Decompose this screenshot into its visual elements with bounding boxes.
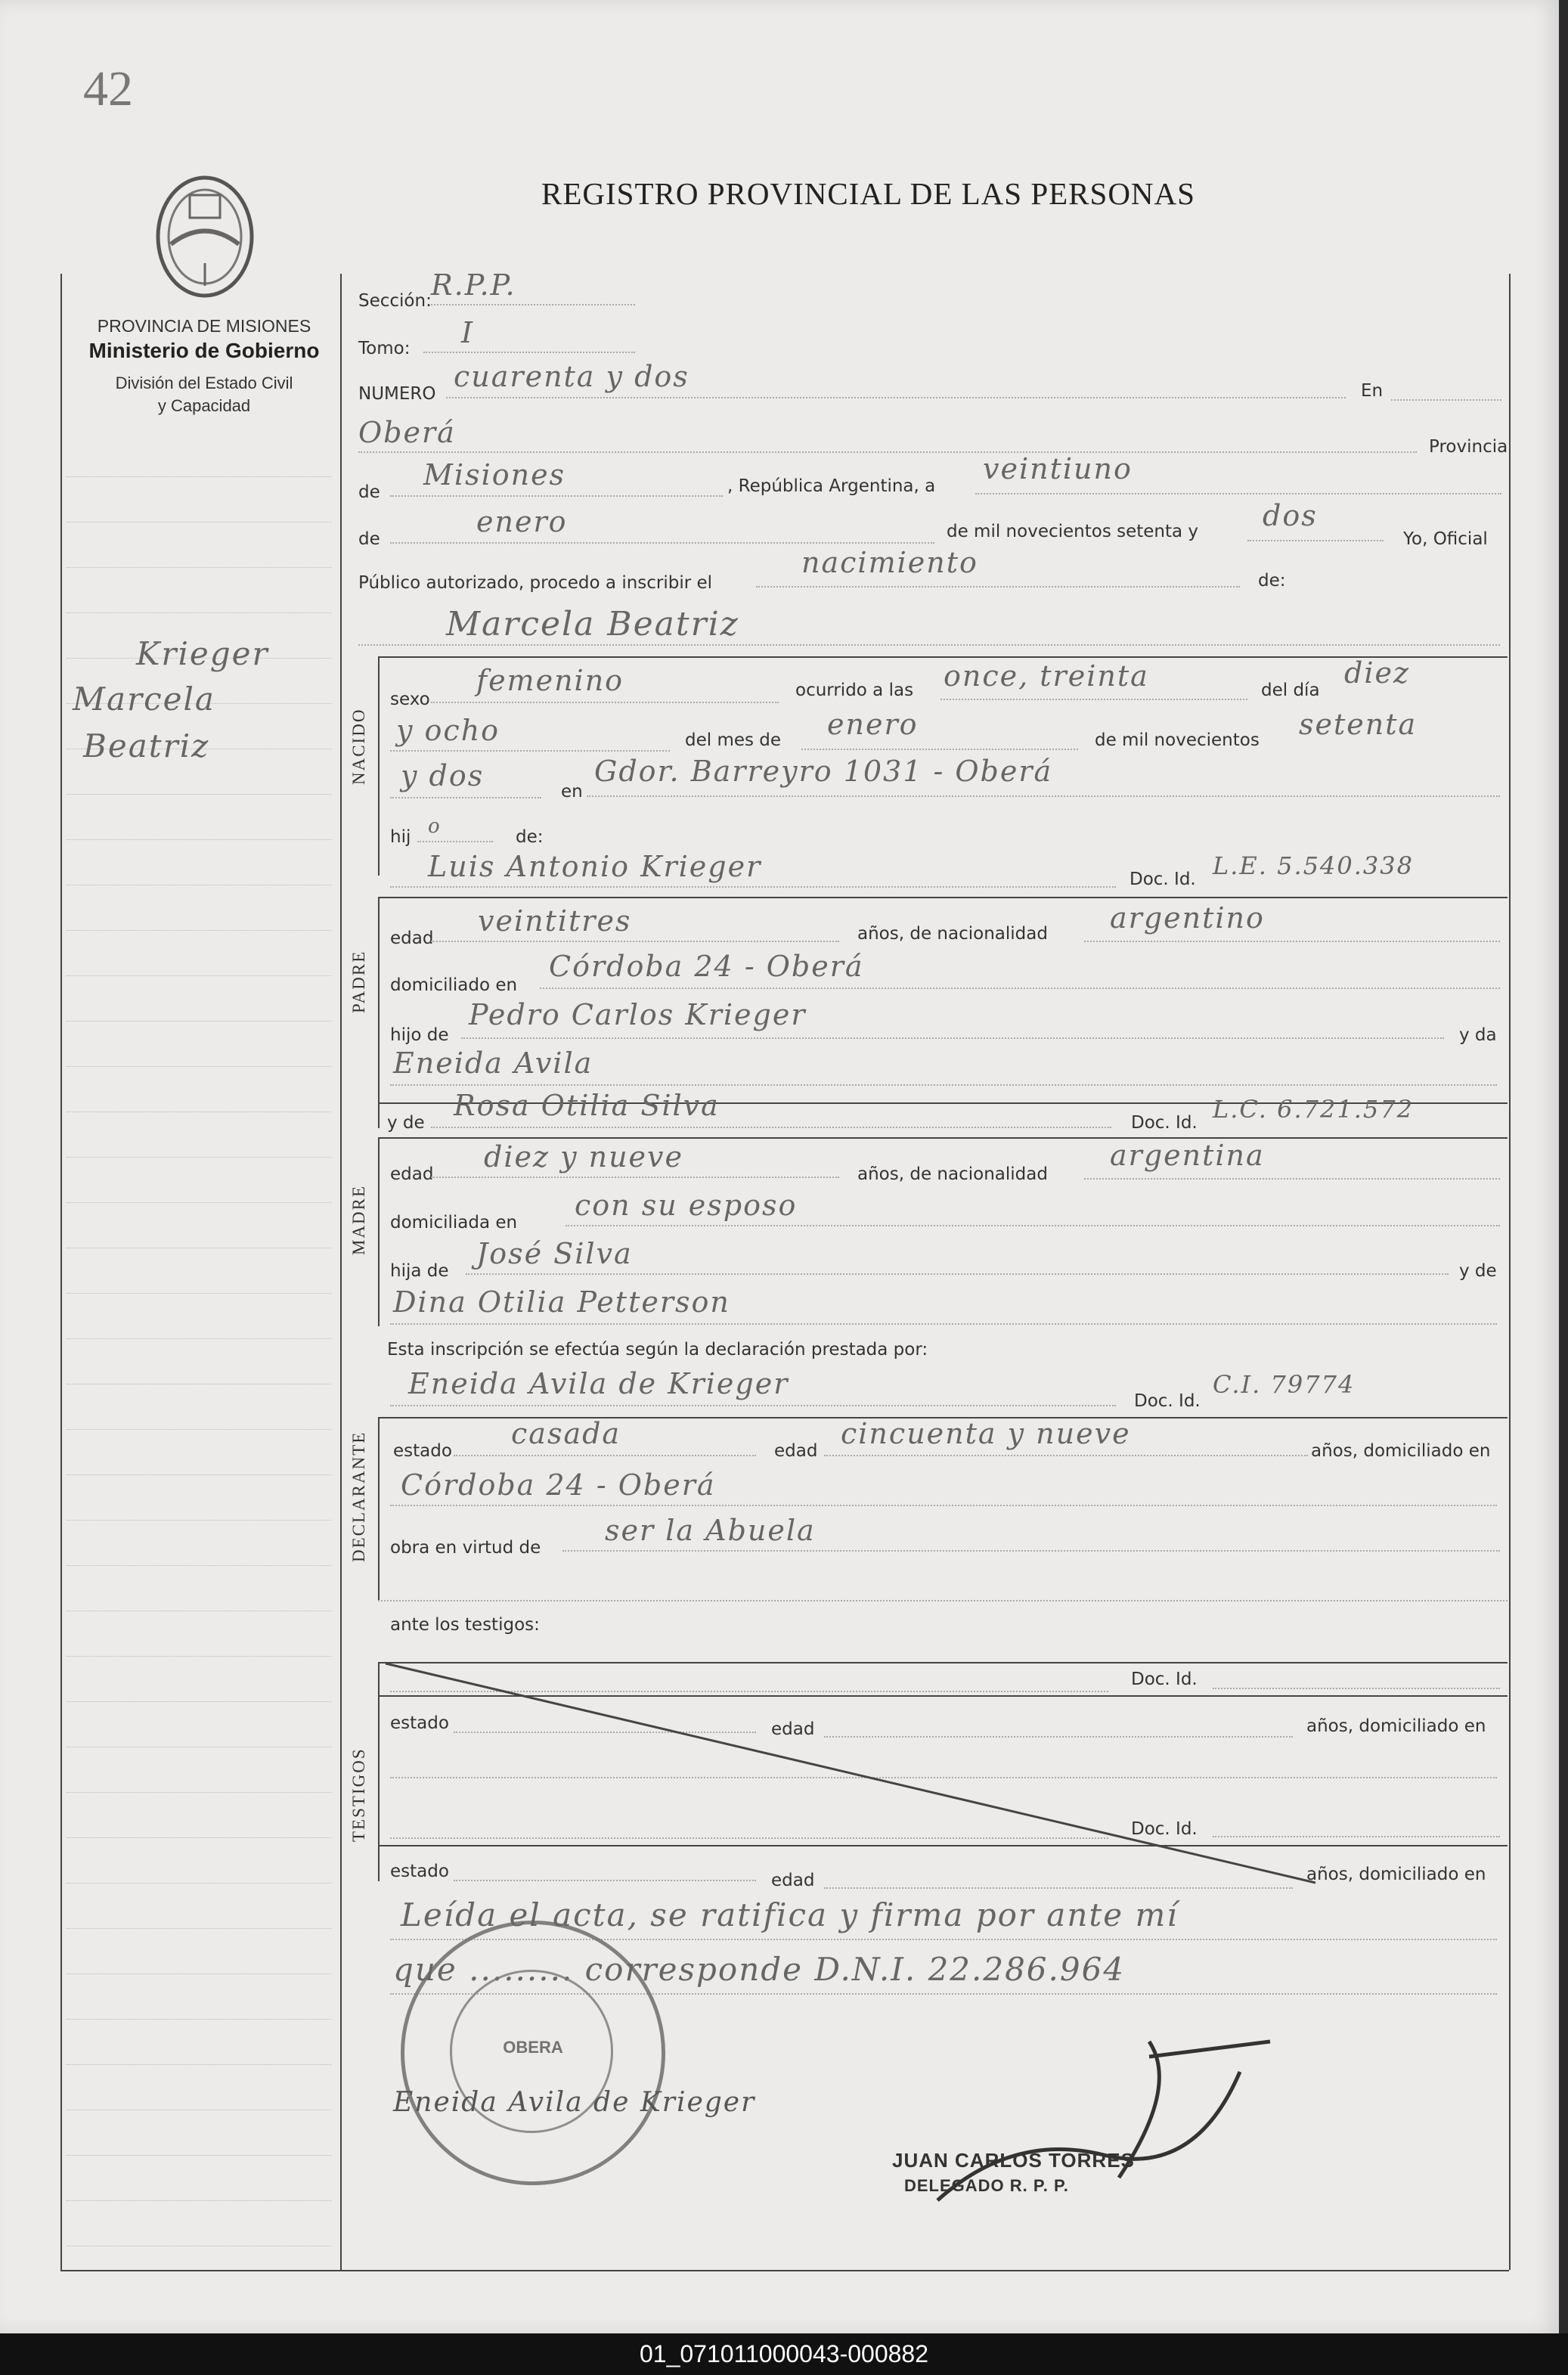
madre-nacionalidad: argentina bbox=[1110, 1139, 1265, 1172]
padre-domicilio: Córdoba 24 - Oberá bbox=[549, 950, 864, 983]
seal-text: OBERA bbox=[503, 2038, 563, 2057]
mil-novecientos-nac-label: de mil novecientos bbox=[1095, 730, 1260, 750]
madre-padre: José Silva bbox=[476, 1237, 633, 1270]
seccion-label: Sección: bbox=[358, 291, 432, 311]
del-dia-label: del día bbox=[1261, 681, 1320, 700]
cancellation-line bbox=[378, 1656, 1323, 1898]
anio-nacimiento: setenta bbox=[1299, 708, 1418, 741]
madre-hija-de-label: hija de bbox=[390, 1261, 449, 1281]
dia-nacimiento-2: y ocho bbox=[396, 714, 500, 747]
testigo2-estado-label: estado bbox=[390, 1862, 449, 1881]
testigo1-doc-label: Doc. Id. bbox=[1131, 1670, 1198, 1689]
official-seal bbox=[401, 1921, 665, 2185]
declarante-estado: casada bbox=[511, 1417, 621, 1450]
padre-edad-label: edad bbox=[390, 929, 434, 948]
nombre-inscripto: Marcela Beatriz bbox=[446, 605, 739, 643]
padre-nacionalidad: argentino bbox=[1110, 901, 1265, 935]
de-label: de bbox=[358, 482, 380, 502]
margin-note-name-2: Beatriz bbox=[83, 727, 210, 764]
publico-label: Público autorizado, procedo a inscribir el bbox=[358, 573, 713, 593]
mes-value: enero bbox=[476, 505, 568, 538]
declarante-obra-label: obra en virtud de bbox=[390, 1538, 541, 1558]
hijo-de-label: de: bbox=[516, 827, 544, 847]
margin-note-name: Marcela bbox=[73, 681, 215, 718]
declarante-doc: C.I. 79774 bbox=[1213, 1370, 1356, 1399]
en-label: En bbox=[1361, 381, 1384, 401]
nacido-section-label: NACIDO bbox=[349, 708, 368, 785]
padre-padre: Pedro Carlos Krieger bbox=[469, 998, 807, 1031]
declarante-estado-label: estado bbox=[393, 1441, 452, 1461]
sidebar-division: División del Estado Civil bbox=[115, 374, 293, 392]
madre-nacionalidad-label: años, de nacionalidad bbox=[857, 1164, 1048, 1184]
de-mes-label: de bbox=[358, 529, 380, 549]
numero-label: NUMERO bbox=[358, 384, 436, 404]
testigo1-domicilio-label: años, domiciliado en bbox=[1306, 1716, 1486, 1736]
anio-value: dos bbox=[1263, 499, 1318, 532]
anio-nacimiento-2: y dos bbox=[401, 759, 485, 792]
en-lugar-label: en bbox=[561, 782, 583, 801]
mes-nacimiento: enero bbox=[827, 708, 919, 741]
declarante-nombre: Eneida Avila de Krieger bbox=[408, 1367, 789, 1400]
sidebar-province: PROVINCIA DE MISIONES bbox=[97, 316, 311, 336]
page-title: REGISTRO PROVINCIAL DE LAS PERSONAS bbox=[541, 176, 1195, 211]
mil-novecientos-label: de mil novecientos setenta y bbox=[947, 522, 1199, 541]
padre-abuela: Rosa Otilia Silva bbox=[454, 1089, 720, 1122]
sexo-value: femenino bbox=[476, 664, 624, 697]
hora-value: once, treinta bbox=[944, 659, 1149, 693]
declarante-edad: cincuenta y nueve bbox=[841, 1417, 1131, 1450]
declaracion-label: Esta inscripción se efectúa según la declaración prestada por: bbox=[387, 1340, 928, 1360]
de-colon-label: de: bbox=[1258, 571, 1286, 591]
padre-y-de-label: y de bbox=[387, 1113, 425, 1133]
yo-oficial-label: Yo, Oficial bbox=[1403, 529, 1488, 549]
madre-edad: diez y nueve bbox=[484, 1140, 684, 1174]
madre-domicilio-label: domiciliada en bbox=[390, 1213, 518, 1232]
numero-value: cuarenta y dos bbox=[454, 360, 689, 393]
padre-edad: veintitres bbox=[478, 904, 632, 938]
image-id-footer: 01_071011000043-000882 bbox=[0, 2333, 1568, 2375]
padre-domicilio-label: domiciliado en bbox=[390, 975, 518, 995]
declarante-doc-label: Doc. Id. bbox=[1134, 1391, 1201, 1411]
dia-value: veintiuno bbox=[983, 452, 1133, 485]
sidebar-ministry: Ministerio de Gobierno bbox=[88, 339, 320, 362]
seccion-value: R.P.P. bbox=[431, 268, 516, 302]
padre-hijo-de-label: hijo de bbox=[390, 1025, 449, 1045]
tomo-value: I bbox=[461, 316, 475, 349]
official-name: JUAN CARLOS TORRES bbox=[892, 2149, 1135, 2172]
padre-nacionalidad-label: años, de nacionalidad bbox=[857, 924, 1048, 944]
mes-de-label: del mes de bbox=[685, 730, 782, 750]
padre-doc-label: Doc. Id. bbox=[1130, 870, 1196, 889]
closing-line-2: que ......... corresponde D.N.I. 22.286.964 bbox=[393, 1951, 1126, 1988]
sidebar-division-2: y Capacidad bbox=[157, 396, 251, 415]
acto-value: nacimiento bbox=[801, 546, 978, 579]
padre-doc: L.E. 5.540.338 bbox=[1213, 851, 1414, 880]
padre-y-da-label: y da bbox=[1459, 1025, 1497, 1045]
testigo2-domicilio-label: años, domiciliado en bbox=[1306, 1865, 1486, 1884]
padre-doc2: L.C. 6.721.572 bbox=[1213, 1095, 1414, 1124]
declarante-domicilio-label: años, domiciliado en bbox=[1311, 1441, 1491, 1461]
tomo-label: Tomo: bbox=[358, 339, 411, 358]
padre-section-label: PADRE bbox=[349, 950, 368, 1013]
sexo-label: sexo bbox=[390, 690, 430, 709]
testigos-section-label: TESTIGOS bbox=[349, 1747, 368, 1842]
declarante-obra: ser la Abuela bbox=[605, 1514, 816, 1547]
testigo1-estado-label: estado bbox=[390, 1713, 449, 1733]
madre-section-label: MADRE bbox=[349, 1184, 368, 1255]
coat-of-arms-icon bbox=[148, 172, 262, 301]
closing-line-1: Leída el acta, se ratifica y firma por ante mí bbox=[401, 1896, 1179, 1933]
madre-edad-label: edad bbox=[390, 1164, 434, 1184]
margin-note-surname: Krieger bbox=[136, 635, 269, 672]
testigo2-doc-label: Doc. Id. bbox=[1131, 1819, 1198, 1839]
madre-y-de-label: y de bbox=[1459, 1261, 1497, 1281]
declarante-signature: Eneida Avila de Krieger bbox=[393, 2087, 756, 2118]
declarante-domicilio: Córdoba 24 - Oberá bbox=[401, 1468, 716, 1502]
padre-madre: Eneida Avila bbox=[393, 1046, 593, 1080]
testigo2-edad-label: edad bbox=[771, 1871, 815, 1890]
dia-nacimiento: diez bbox=[1344, 656, 1410, 690]
provincia-value: Misiones bbox=[423, 458, 566, 491]
padre-doc2-label: Doc. Id. bbox=[1131, 1113, 1198, 1133]
madre-domicilio: con su esposo bbox=[575, 1189, 798, 1222]
padre-nombre: Luis Antonio Krieger bbox=[428, 850, 762, 883]
declarante-edad-label: edad bbox=[774, 1441, 818, 1461]
declarante-section-label: DECLARANTE bbox=[349, 1431, 368, 1562]
republica-label: , República Argentina, a bbox=[727, 476, 936, 496]
hijo-value: o bbox=[428, 815, 442, 838]
official-title: DELEGADO R. P. P. bbox=[904, 2176, 1069, 2195]
hijo-label: hij bbox=[390, 827, 411, 847]
lugar-nacimiento: Gdor. Barreyro 1031 - Oberá bbox=[594, 755, 1053, 788]
testigo1-edad-label: edad bbox=[771, 1719, 815, 1739]
provincia-label: Provincia bbox=[1429, 437, 1508, 457]
ante-testigos-label: ante los testigos: bbox=[390, 1615, 540, 1635]
page-number: 42 bbox=[83, 61, 133, 116]
ocurrido-label: ocurrido a las bbox=[795, 681, 914, 700]
lugar-value: Oberá bbox=[358, 416, 456, 449]
madre-madre: Dina Otilia Petterson bbox=[393, 1285, 730, 1319]
